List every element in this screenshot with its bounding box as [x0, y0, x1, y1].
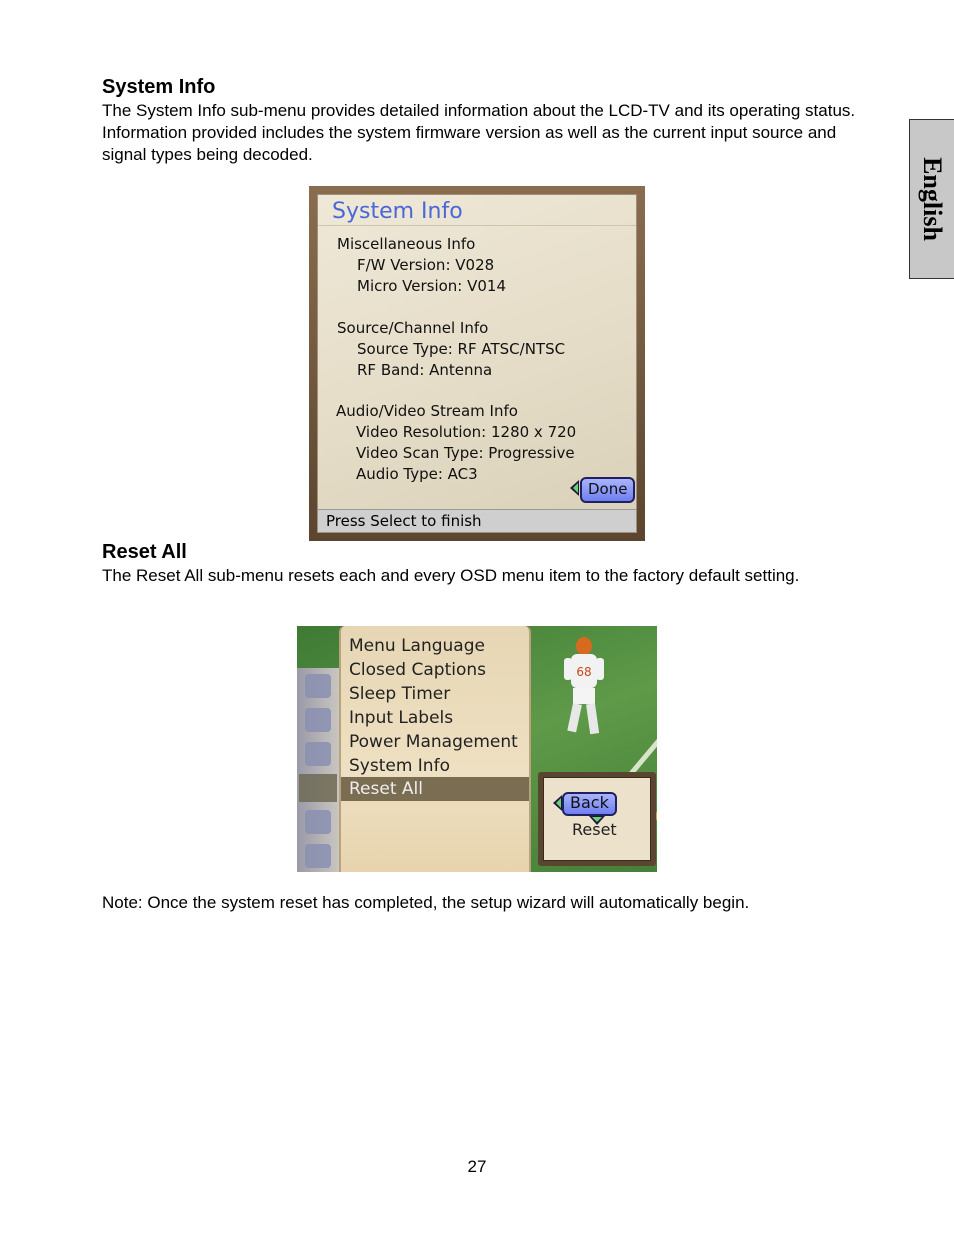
reset-confirm-dialog — [538, 772, 656, 866]
info-line: Video Resolution: 1280 x 720 — [356, 423, 577, 441]
section-heading-reset-all: Reset All — [102, 541, 187, 563]
title-divider — [318, 225, 636, 226]
selector-arrow-icon — [553, 795, 562, 811]
football-player-image — [559, 634, 609, 744]
menu-item-power-management[interactable]: Power Management — [349, 732, 518, 752]
info-line: Video Scan Type: Progressive — [356, 444, 575, 462]
picture-category-icon[interactable] — [305, 674, 331, 698]
system-info-osd — [309, 186, 645, 541]
info-line: Micro Version: V014 — [357, 277, 507, 295]
osd-footer-hint: Press Select to finish — [326, 512, 482, 530]
info-line: RF Band: Antenna — [357, 361, 493, 379]
setup-menu-list — [339, 626, 531, 872]
parental-category-icon[interactable] — [305, 810, 331, 834]
language-tab-label: English — [918, 157, 947, 241]
info-line: Source Type: RF ATSC/NTSC — [357, 340, 566, 358]
section-heading-system-info: System Info — [102, 76, 216, 98]
section-body-reset-all: The Reset All sub-menu resets each and every OSD menu item to the factory default setting. — [102, 566, 800, 585]
info-line: F/W Version: V028 — [357, 256, 495, 274]
page-number: 27 — [467, 1157, 487, 1176]
done-button[interactable]: Done — [580, 477, 635, 503]
osd-footer — [318, 509, 636, 532]
player-jersey-number: 68 — [576, 665, 592, 679]
info-line: Audio Type: AC3 — [356, 465, 478, 483]
setup-category-icon[interactable] — [299, 774, 337, 802]
system-info-panel — [317, 194, 637, 533]
menu-item-menu-language[interactable]: Menu Language — [349, 636, 485, 656]
section-body-system-info: The System Info sub-menu provides detailed information about the LCD-TV and its operating status. Information provided includes the system firmware version as well as the current input source and signal types being decoded. — [102, 101, 856, 164]
back-button[interactable]: Back — [562, 792, 617, 816]
menu-item-reset-all[interactable]: Reset All — [349, 779, 423, 799]
info-group-heading: Source/Channel Info — [337, 319, 489, 337]
menu-item-system-info[interactable]: System Info — [349, 756, 450, 776]
reset-confirm-panel — [543, 777, 651, 861]
info-group-heading: Audio/Video Stream Info — [336, 402, 518, 420]
menu-item-sleep-timer[interactable]: Sleep Timer — [349, 684, 451, 704]
menu-category-rail — [297, 668, 339, 872]
menu-item-closed-captions[interactable]: Closed Captions — [349, 660, 487, 680]
info-group-heading: Miscellaneous Info — [337, 235, 476, 253]
channel-category-icon[interactable] — [305, 742, 331, 766]
reset-all-osd — [297, 626, 657, 872]
audio-category-icon[interactable] — [305, 708, 331, 732]
note-text: Note: Once the system reset has completed, the setup wizard will automatically begin. — [102, 893, 750, 912]
network-category-icon[interactable] — [305, 844, 331, 868]
reset-option[interactable]: Reset — [572, 820, 617, 839]
language-tab — [909, 119, 954, 279]
selector-arrow-icon — [570, 480, 579, 496]
menu-item-input-labels[interactable]: Input Labels — [349, 708, 454, 728]
osd-title: System Info — [332, 199, 463, 224]
